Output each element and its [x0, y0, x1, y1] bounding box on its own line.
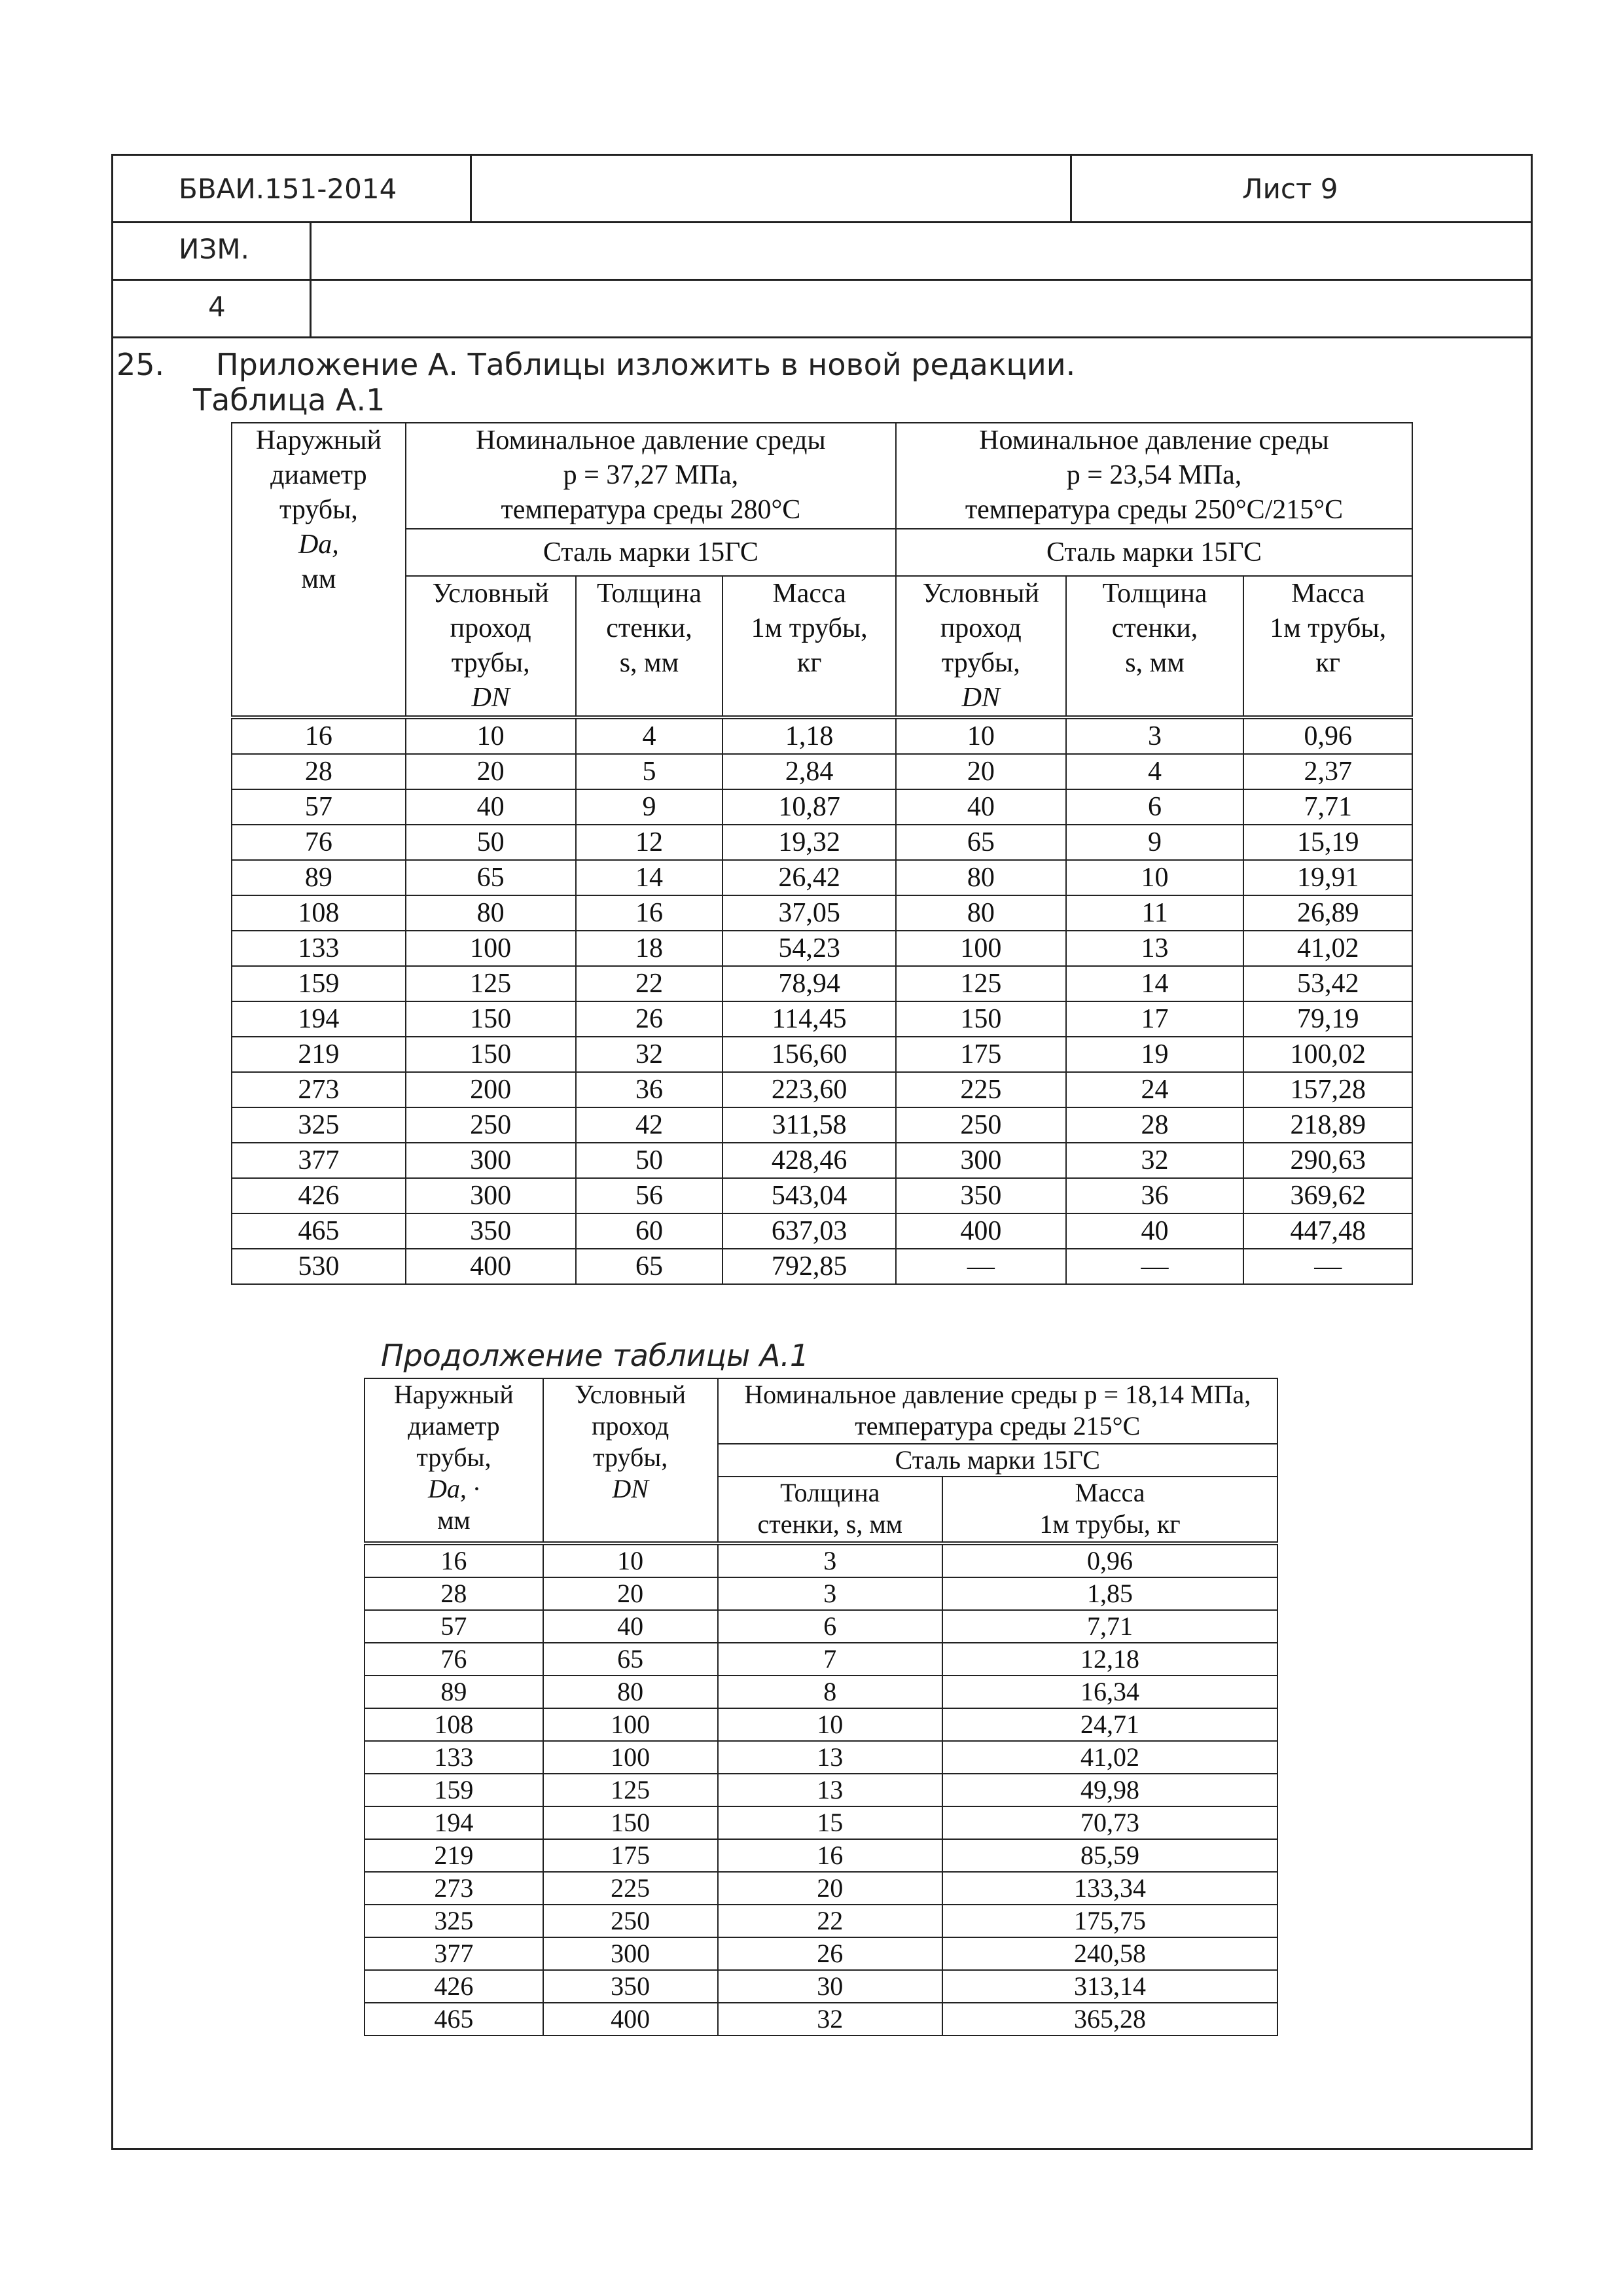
table-cell: 36	[576, 1072, 723, 1107]
table-cell: 150	[406, 1001, 576, 1037]
table-cell: 19,91	[1243, 860, 1412, 895]
table-cell: 28	[365, 1577, 543, 1610]
table-cell: 200	[406, 1072, 576, 1107]
table-cell: 57	[365, 1610, 543, 1643]
header-nominal-bore: Условный проход трубы, DN	[543, 1378, 718, 1543]
table-row	[365, 1970, 1277, 2003]
table-cell: 65	[896, 825, 1066, 860]
table-cell: 6	[1066, 789, 1244, 825]
table-cell: 1,18	[722, 717, 896, 754]
table-cell: 56	[576, 1178, 723, 1213]
table-row	[365, 1741, 1277, 1774]
table-cell: 10	[896, 717, 1066, 754]
header-wall-thickness-1: Толщина стенки, s, мм	[576, 576, 723, 717]
table-row	[232, 825, 1412, 860]
table-row	[232, 1107, 1412, 1143]
table-cell: 24	[1066, 1072, 1244, 1107]
table-cell: 426	[365, 1970, 543, 2003]
table-cell: 0,96	[942, 1543, 1277, 1577]
table-cell: 290,63	[1243, 1143, 1412, 1178]
table-cell: 13	[718, 1774, 943, 1806]
table-cell: 32	[576, 1037, 723, 1072]
table-cell: 32	[718, 2003, 943, 2036]
table-cell: 150	[896, 1001, 1066, 1037]
table-cell: 125	[543, 1774, 718, 1806]
header-outer-diameter: Наружный диаметр трубы, Da, мм	[232, 423, 406, 717]
table-cell: 300	[406, 1178, 576, 1213]
table1-caption: Таблица А.1	[193, 382, 385, 418]
header-vdivider-3	[310, 221, 312, 336]
table-cell: 4	[1066, 754, 1244, 789]
table-cell: 311,58	[722, 1107, 896, 1143]
table-cell: 10	[1066, 860, 1244, 895]
table-cell: 175,75	[942, 1905, 1277, 1937]
table-cell: —	[896, 1249, 1066, 1284]
table-cell: 114,45	[722, 1001, 896, 1037]
table-cell: 7,71	[942, 1610, 1277, 1643]
table-cell: 12,18	[942, 1643, 1277, 1676]
table-cell: 6	[718, 1610, 943, 1643]
table-cell: 447,48	[1243, 1213, 1412, 1249]
table-row	[365, 1543, 1277, 1577]
table-cell: 36	[1066, 1178, 1244, 1213]
table-cell: 54,23	[722, 931, 896, 966]
table-cell: 377	[365, 1937, 543, 1970]
table-cell: 20	[896, 754, 1066, 789]
table-cell: 28	[232, 754, 406, 789]
table-cell: 159	[365, 1774, 543, 1806]
table-row	[232, 1001, 1412, 1037]
table-cell: 426	[232, 1178, 406, 1213]
header-steel-grade: Сталь марки 15ГС	[718, 1444, 1277, 1477]
table-cell: 530	[232, 1249, 406, 1284]
table-cell: 223,60	[722, 1072, 896, 1107]
table-cell: 78,94	[722, 966, 896, 1001]
table-cell: 80	[406, 895, 576, 931]
table-row	[365, 1610, 1277, 1643]
table-cell: 17	[1066, 1001, 1244, 1037]
table-cell: 40	[1066, 1213, 1244, 1249]
table-cell: 26	[576, 1001, 723, 1037]
table-cell: 240,58	[942, 1937, 1277, 1970]
table-cell: 400	[896, 1213, 1066, 1249]
table-cell: 20	[718, 1872, 943, 1905]
table-cell: 108	[365, 1708, 543, 1741]
table-cell: 300	[406, 1143, 576, 1178]
table-cell: 10	[543, 1543, 718, 1577]
table-cell: 16,34	[942, 1676, 1277, 1708]
table-cell: 159	[232, 966, 406, 1001]
table-cell: 350	[896, 1178, 1066, 1213]
header-pressure-group: Номинальное давление среды p = 18,14 МПа, температура среды 215°C	[718, 1378, 1277, 1444]
table-cell: 16	[718, 1839, 943, 1872]
table-cell: 14	[576, 860, 723, 895]
doc-code: БВАИ.151-2014	[179, 173, 397, 205]
table-row	[365, 1806, 1277, 1839]
header-wall-thickness-2: Толщина стенки, s, мм	[1066, 576, 1244, 717]
table-cell: 100	[406, 931, 576, 966]
table-cell: 3	[718, 1543, 943, 1577]
table-cell: 325	[365, 1905, 543, 1937]
table-cell: 24,71	[942, 1708, 1277, 1741]
table-cell: 40	[543, 1610, 718, 1643]
header-nominal-bore-1: Условный проход трубы, DN	[406, 576, 576, 717]
table-cell: 219	[232, 1037, 406, 1072]
table-row	[365, 1676, 1277, 1708]
table-cell: 80	[543, 1676, 718, 1708]
table-cell: 428,46	[722, 1143, 896, 1178]
table-a1-body	[232, 717, 1412, 1284]
table-a1-continued	[364, 1378, 1278, 2036]
table-cell: 50	[576, 1143, 723, 1178]
table-cell: 8	[718, 1676, 943, 1708]
table-cell: 273	[232, 1072, 406, 1107]
table-cell: 219	[365, 1839, 543, 1872]
table-cell: 194	[365, 1806, 543, 1839]
table-row	[232, 1072, 1412, 1107]
header-vdivider-1	[470, 156, 472, 221]
table-cell: 250	[406, 1107, 576, 1143]
table-cell: 50	[406, 825, 576, 860]
table-row	[365, 1872, 1277, 1905]
table-cell: 4	[576, 717, 723, 754]
table-cell: 20	[543, 1577, 718, 1610]
table-cell: 3	[718, 1577, 943, 1610]
table-cell: 80	[896, 895, 1066, 931]
table-cell: 26,42	[722, 860, 896, 895]
table-cell: 225	[543, 1872, 718, 1905]
table-cell: 7,71	[1243, 789, 1412, 825]
header-outer-diameter: Наружный диаметр трубы, Da, · мм	[365, 1378, 543, 1543]
table-row	[365, 1839, 1277, 1872]
table-cell: 350	[543, 1970, 718, 2003]
table-cell: 175	[543, 1839, 718, 1872]
table-cell: 65	[576, 1249, 723, 1284]
header-steel-grade-2: Сталь марки 15ГС	[896, 529, 1412, 576]
table-cell: 150	[406, 1037, 576, 1072]
table-cell: 15,19	[1243, 825, 1412, 860]
table-a1	[231, 422, 1413, 1285]
table-cell: 0,96	[1243, 717, 1412, 754]
table-cell: 100	[543, 1708, 718, 1741]
table-cell: 100	[543, 1741, 718, 1774]
table-cell: 18	[576, 931, 723, 966]
table-cell: 16	[576, 895, 723, 931]
table-cell: 41,02	[1243, 931, 1412, 966]
table-cell: 13	[1066, 931, 1244, 966]
table-cell: 369,62	[1243, 1178, 1412, 1213]
table-cell: 89	[232, 860, 406, 895]
table-row	[232, 1037, 1412, 1072]
table-cell: 400	[406, 1249, 576, 1284]
table-cell: 2,84	[722, 754, 896, 789]
table-cell: 133,34	[942, 1872, 1277, 1905]
table-cell: 194	[232, 1001, 406, 1037]
table-cell: 41,02	[942, 1741, 1277, 1774]
change-label: ИЗМ.	[179, 233, 249, 265]
table-cell: 65	[406, 860, 576, 895]
change-number: 4	[208, 291, 226, 323]
table-cell: 32	[1066, 1143, 1244, 1178]
header-divider-3	[113, 336, 1531, 338]
table-cell: 40	[896, 789, 1066, 825]
table-row	[232, 789, 1412, 825]
table-cell: 85,59	[942, 1839, 1277, 1872]
table-cell: 543,04	[722, 1178, 896, 1213]
table-row	[232, 895, 1412, 931]
table-cell: 13	[718, 1741, 943, 1774]
table-cell: 19	[1066, 1037, 1244, 1072]
table-cell: 40	[406, 789, 576, 825]
table-cell: 150	[543, 1806, 718, 1839]
table-a1-continued-body	[365, 1543, 1277, 2036]
table-cell: 100,02	[1243, 1037, 1412, 1072]
table-row	[232, 931, 1412, 966]
table-row	[232, 860, 1412, 895]
table-cell: 250	[543, 1905, 718, 1937]
table-cell: 12	[576, 825, 723, 860]
header-divider-1	[113, 221, 1531, 223]
table-cell: 9	[1066, 825, 1244, 860]
table-cell: 26	[718, 1937, 943, 1970]
table-cell: —	[1066, 1249, 1244, 1284]
table-row	[232, 1249, 1412, 1284]
table-row	[232, 1213, 1412, 1249]
table-cell: 7	[718, 1643, 943, 1676]
table-row	[232, 717, 1412, 754]
table-cell: 350	[406, 1213, 576, 1249]
table-cell: 79,19	[1243, 1001, 1412, 1037]
table-cell: 218,89	[1243, 1107, 1412, 1143]
table-cell: 89	[365, 1676, 543, 1708]
table-cell: 10,87	[722, 789, 896, 825]
table-row	[365, 1577, 1277, 1610]
table-cell: 42	[576, 1107, 723, 1143]
table-cell: 5	[576, 754, 723, 789]
table-cell: 225	[896, 1072, 1066, 1107]
table-cell: 400	[543, 2003, 718, 2036]
table-cell: 108	[232, 895, 406, 931]
table-row	[365, 1774, 1277, 1806]
table-cell: 11	[1066, 895, 1244, 931]
section-text: Приложение А. Таблицы изложить в новой редакции.	[216, 347, 1076, 382]
table-cell: 2,37	[1243, 754, 1412, 789]
table-cell: 14	[1066, 966, 1244, 1001]
table-cell: 16	[365, 1543, 543, 1577]
table-cell: 300	[543, 1937, 718, 1970]
table-cell: 10	[718, 1708, 943, 1741]
sheet-number: Лист 9	[1242, 173, 1338, 205]
table-cell: 156,60	[722, 1037, 896, 1072]
table-cell: 9	[576, 789, 723, 825]
table-cell: 26,89	[1243, 895, 1412, 931]
table-row	[365, 1643, 1277, 1676]
table-cell: 76	[365, 1643, 543, 1676]
table-cell: 22	[718, 1905, 943, 1937]
table-cell: 15	[718, 1806, 943, 1839]
header-nominal-bore-2: Условный проход трубы, DN	[896, 576, 1066, 717]
table-cell: 365,28	[942, 2003, 1277, 2036]
section-number: 25.	[116, 347, 165, 382]
table-row	[365, 1937, 1277, 1970]
table-cell: 273	[365, 1872, 543, 1905]
table-cell: 20	[406, 754, 576, 789]
header-mass: Масса 1м трубы, кг	[942, 1477, 1277, 1543]
header-wall-thickness: Толщина стенки, s, мм	[718, 1477, 943, 1543]
table-cell: 28	[1066, 1107, 1244, 1143]
table-row	[232, 1143, 1412, 1178]
table-cell: 80	[896, 860, 1066, 895]
table-cell: 465	[365, 2003, 543, 2036]
table-cell: 53,42	[1243, 966, 1412, 1001]
table-cell: 157,28	[1243, 1072, 1412, 1107]
header-mass-2: Масса 1м трубы, кг	[1243, 576, 1412, 717]
table-row	[232, 1178, 1412, 1213]
table-cell: 16	[232, 717, 406, 754]
table-cell: 377	[232, 1143, 406, 1178]
header-divider-2	[113, 279, 1531, 281]
table-cell: 325	[232, 1107, 406, 1143]
table-cell: 1,85	[942, 1577, 1277, 1610]
header-pressure-group-2: Номинальное давление среды p = 23,54 МПа, температура среды 250°C/215°C	[896, 423, 1412, 529]
table-row	[365, 2003, 1277, 2036]
table-cell: 313,14	[942, 1970, 1277, 2003]
table-cell: —	[1243, 1249, 1412, 1284]
table-cell: 133	[232, 931, 406, 966]
table-cell: 792,85	[722, 1249, 896, 1284]
table-cell: 465	[232, 1213, 406, 1249]
table-row	[365, 1708, 1277, 1741]
table-cell: 637,03	[722, 1213, 896, 1249]
table-cell: 30	[718, 1970, 943, 2003]
table-cell: 57	[232, 789, 406, 825]
table-cell: 250	[896, 1107, 1066, 1143]
table-cell: 70,73	[942, 1806, 1277, 1839]
table-cell: 10	[406, 717, 576, 754]
table-row	[365, 1905, 1277, 1937]
table-row	[232, 754, 1412, 789]
table-cell: 100	[896, 931, 1066, 966]
table-cell: 125	[406, 966, 576, 1001]
table-cell: 133	[365, 1741, 543, 1774]
table-cell: 76	[232, 825, 406, 860]
table-cell: 125	[896, 966, 1066, 1001]
table2-caption: Продолжение таблицы А.1	[381, 1338, 810, 1373]
header-vdivider-2	[1070, 156, 1072, 221]
table-cell: 19,32	[722, 825, 896, 860]
table-cell: 22	[576, 966, 723, 1001]
header-steel-grade-1: Сталь марки 15ГС	[406, 529, 896, 576]
table-cell: 3	[1066, 717, 1244, 754]
table-cell: 37,05	[722, 895, 896, 931]
header-pressure-group-1: Номинальное давление среды p = 37,27 МПа, температура среды 280°C	[406, 423, 896, 529]
table-row	[232, 966, 1412, 1001]
header-mass-1: Масса 1м трубы, кг	[722, 576, 896, 717]
table-cell: 49,98	[942, 1774, 1277, 1806]
table-cell: 60	[576, 1213, 723, 1249]
table-cell: 300	[896, 1143, 1066, 1178]
table-cell: 175	[896, 1037, 1066, 1072]
table-cell: 65	[543, 1643, 718, 1676]
